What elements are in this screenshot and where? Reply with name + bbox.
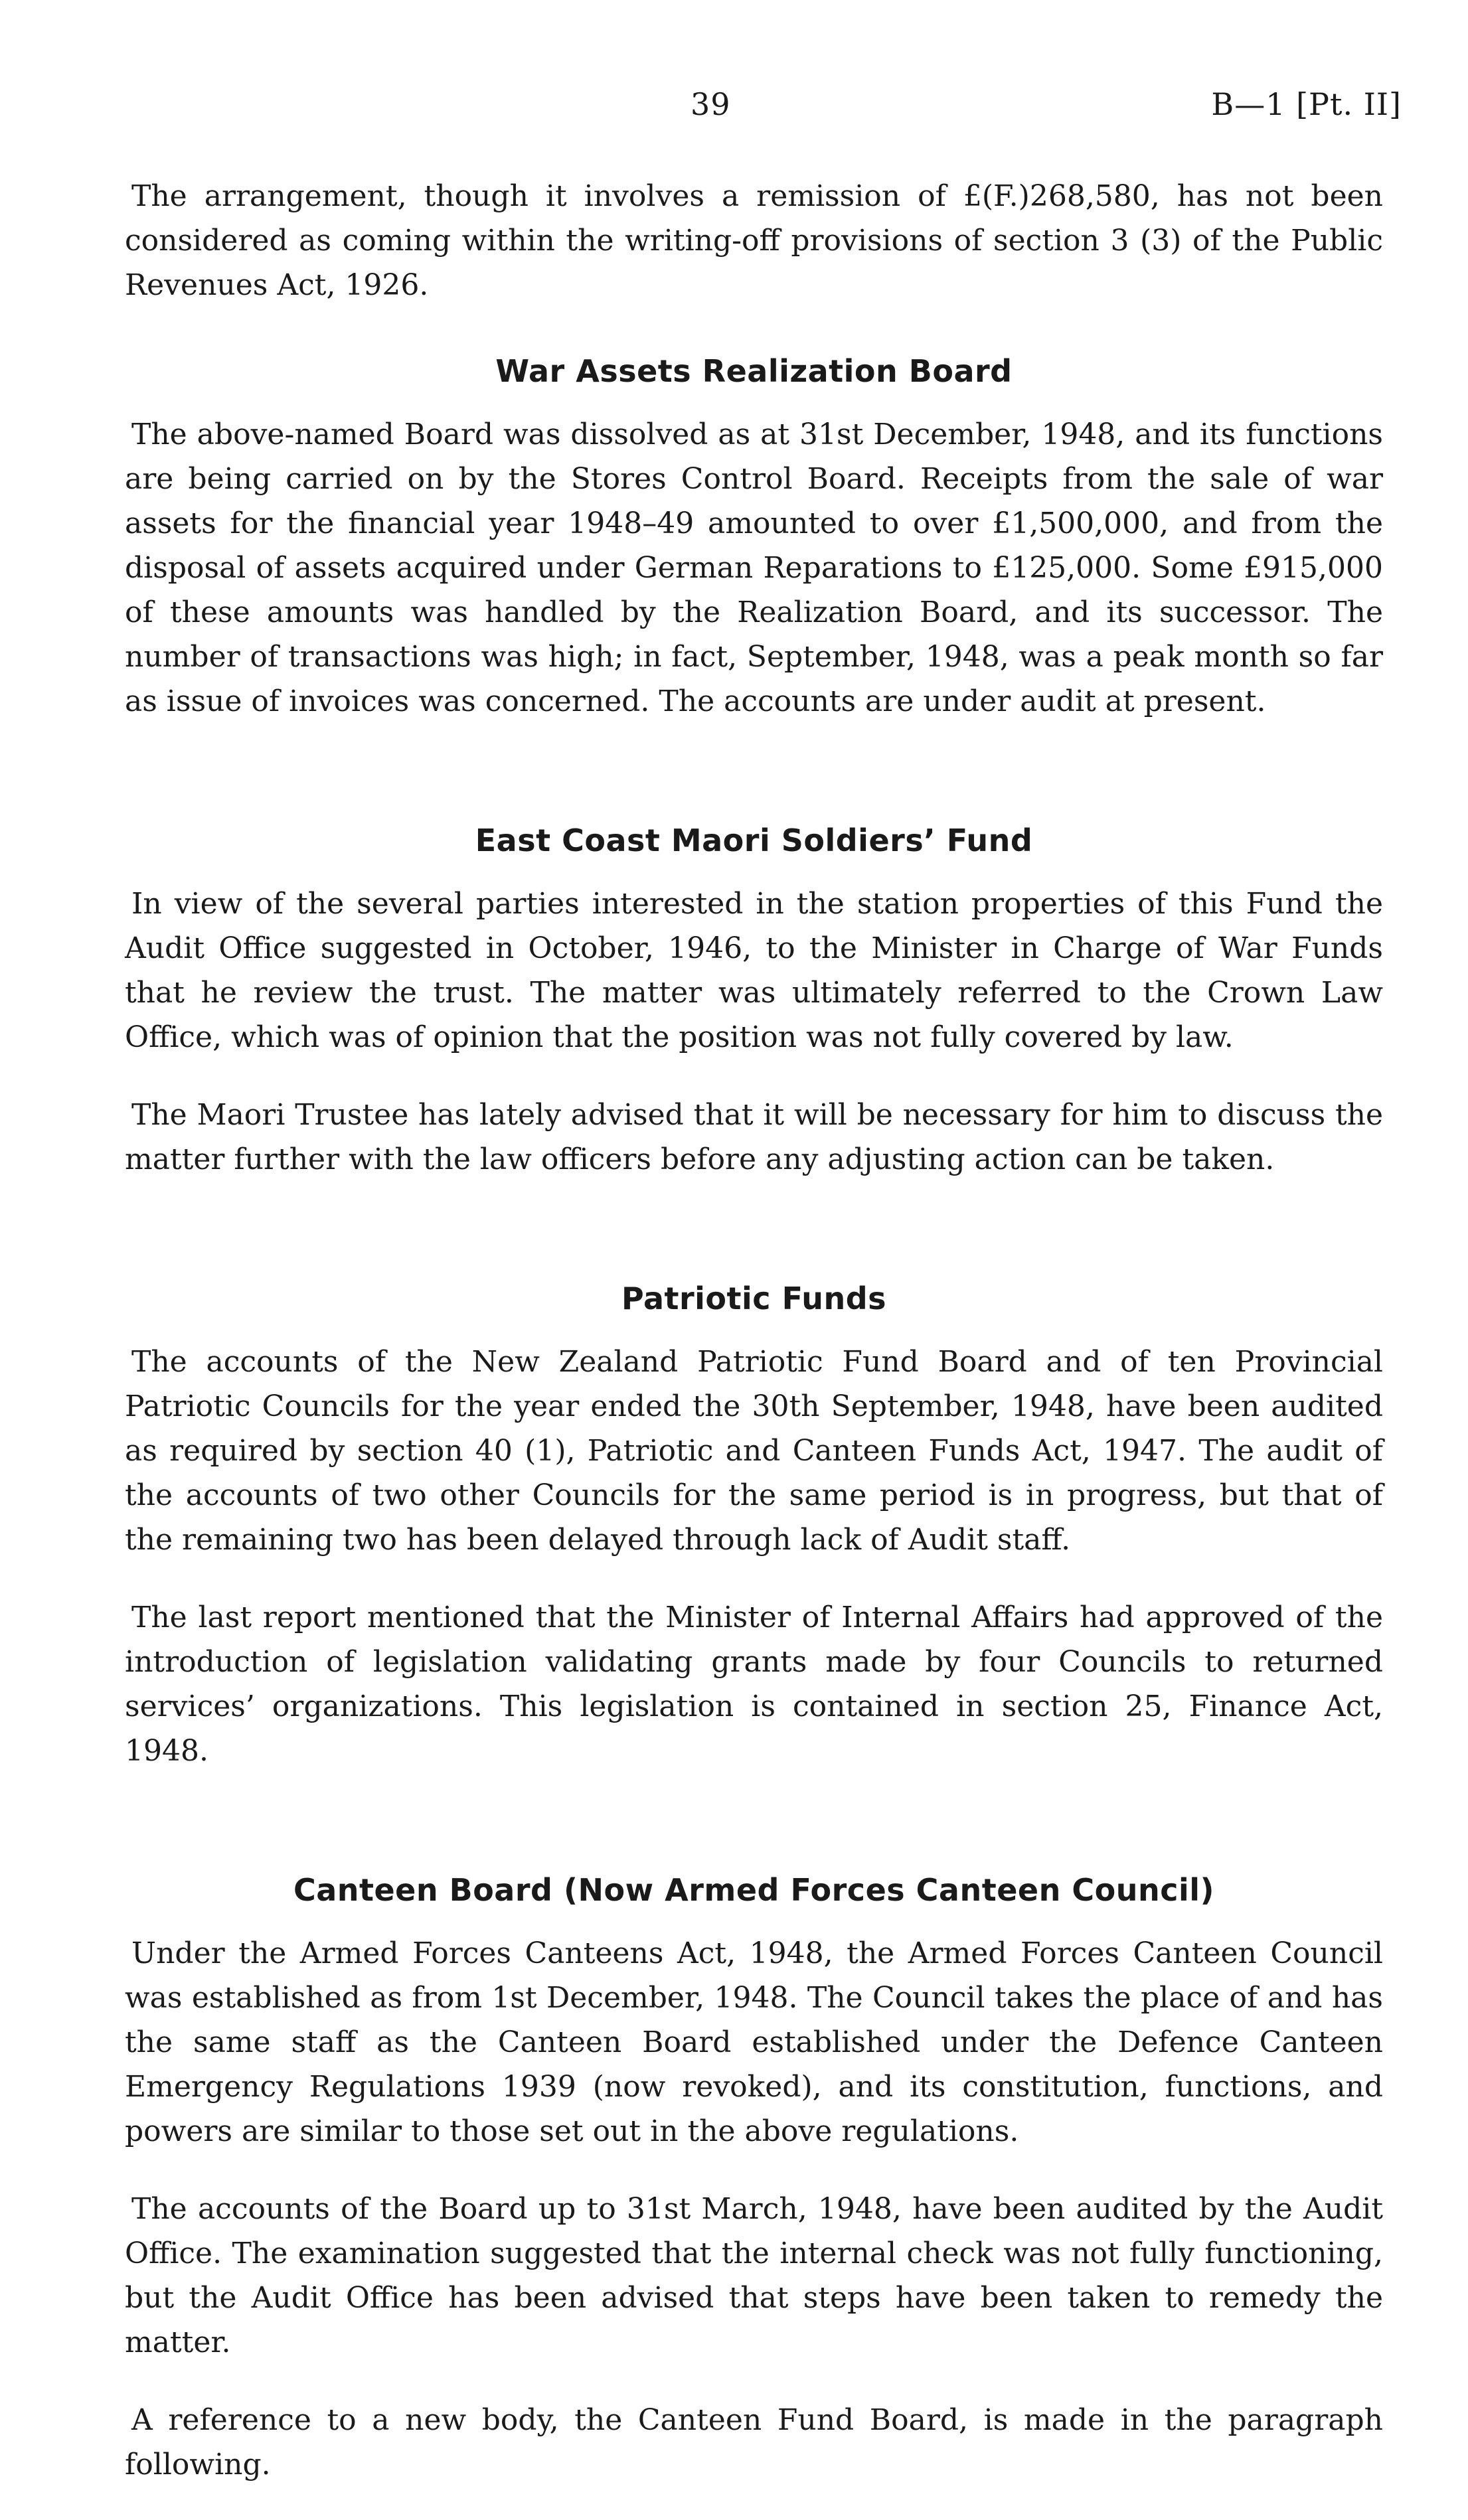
section-paragraph: In view of the several parties interested in the station properties of this Fund the Audit Office suggested in October, 1946, to the Minister in Charge of War Funds that he review the trust. The matter was ultimately referred to the Crown Law Office, which was of opinion that the position was not fully covered by law. — [125, 887, 1383, 1054]
page-number: 39 — [691, 86, 731, 122]
section-paragraph: The Maori Trustee has lately advised that it will be necessary for him to discuss the matter further with the law officers before any adjusting action can be taken. — [125, 1098, 1383, 1176]
section-heading: Patriotic Funds — [621, 1281, 887, 1316]
section-heading: War Assets Realization Board — [495, 353, 1013, 389]
section-war-assets — [125, 351, 1383, 724]
section-east-coast-maori — [125, 821, 1383, 1182]
spacer — [125, 1806, 1383, 1870]
page-body — [125, 174, 1383, 2520]
page-header — [0, 86, 1468, 126]
section-canteen-board — [125, 1870, 1383, 2487]
page-reference: B—1 [Pt. II] — [1211, 86, 1402, 122]
section-paragraph: A reference to a new body, the Canteen Fund Board, is made in the paragraph following. — [125, 2403, 1383, 2481]
section-paragraph: The accounts of the New Zealand Patriotic Fund Board and of ten Provincial Patriotic Councils for the year ended the 30th September, 1948, have been audited as required by section 40 (1), Patriotic and Canteen Funds Act, 1947. The audit of the accounts of two other Councils for the same period is in progress, but that of the remaining two has been delayed through lack of Audit staff. — [125, 1345, 1383, 1557]
section-heading: Canteen Board (Now Armed Forces Canteen Council) — [293, 1872, 1215, 1908]
section-paragraph: The last report mentioned that the Minister of Internal Affairs had approved of the introduction of legislation validating grants made by four Councils to returned services’ organizations. This legislation is contained in section 25, Finance Act, 1948. — [125, 1601, 1383, 1768]
section-paragraph: The above-named Board was dissolved as at 31st December, 1948, and its functions are being carried on by the Stores Control Board. Receipts from the sale of war assets for the financial year 1948–49 amounted to over £1,500,000, and from the disposal of assets acquired under German Reparations to £125,000. Some £915,000 of these amounts was handled by the Realization Board, and its successor. The number of transactions was high; in fact, September, 1948, was a peak month so far as issue of invoices was concerned. The accounts are under audit at present. — [125, 418, 1383, 718]
spacer — [125, 341, 1383, 351]
section-heading: East Coast Maori Soldiers’ Fund — [475, 823, 1033, 858]
intro-paragraph: The arrangement, though it involves a remission of £(F.)268,580, has not been considered as coming within the writing-off provisions of section 3 (3) of the Public Revenues Act, 1926. — [125, 179, 1383, 302]
spacer — [125, 757, 1383, 821]
section-paragraph: Under the Armed Forces Canteens Act, 1948, the Armed Forces Canteen Council was established as from 1st December, 1948. The Council takes the place of and has the same staff as the Canteen Board established under the Defence Canteen Emergency Regulations 1939 (now revoked), and its constitution, functions, and powers are similar to those set out in the above regulations. — [125, 1936, 1383, 2148]
section-patriotic-funds — [125, 1279, 1383, 1773]
section-paragraph: The accounts of the Board up to 31st March, 1948, have been audited by the Audit Office. The examination suggested that the internal check was not fully functioning, but the Audit Office has been advised that steps have been taken to remedy the matter. — [125, 2192, 1383, 2359]
spacer — [125, 1215, 1383, 1279]
